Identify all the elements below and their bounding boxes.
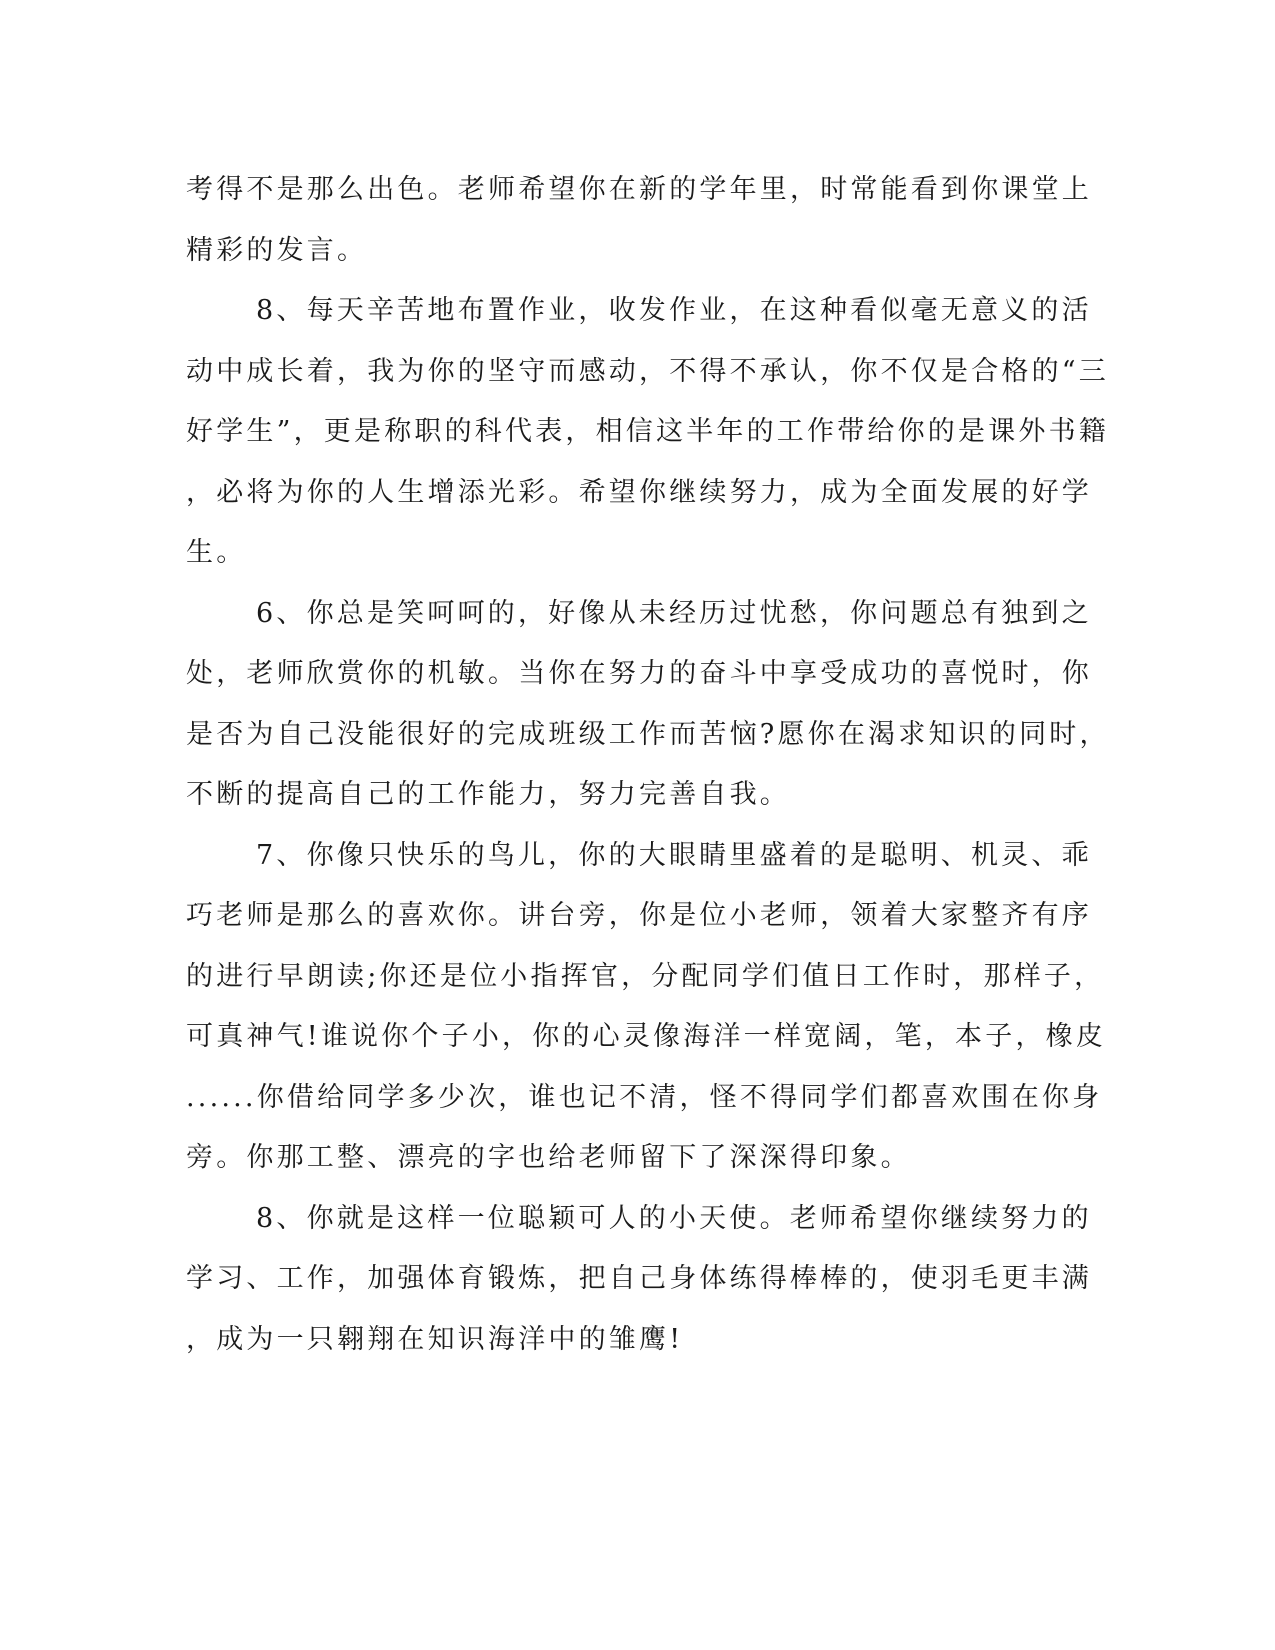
text-line: ，必将为你的人生增添光彩。希望你继续努力，成为全面发展的好学 [186,476,1092,508]
text-line: 动中成长着，我为你的坚守而感动，不得不承认，你不仅是合格的“三 [186,355,1110,387]
paragraph-start-line: 8、你就是这样一位聪颖可人的小天使。老师希望你继续努力的 [256,1202,1092,1234]
paragraph-start-line: 8、每天辛苦地布置作业，收发作业，在这种看似毫无意义的活 [256,295,1092,326]
text-line: 旁。你那工整、漂亮的字也给老师留下了深深得印象。 [186,1142,911,1173]
text-line: 好学生”，更是称职的科代表，相信这半年的工作带给你的是课外书籍 [186,416,1110,447]
text-line: 可真神气!谁说你个子小，你的心灵像海洋一样宽阔，笔，本子，橡皮 [186,1021,1107,1052]
paragraph-start-line: 6、你总是笑呵呵的，好像从未经历过忧愁，你问题总有独到之 [256,597,1092,629]
text-line: 是否为自己没能很好的完成班级工作而苦恼?愿你在渴求知识的同时， [186,718,1110,750]
text-line: 不断的提高自己的工作能力，努力完善自我。 [186,779,790,810]
paragraph-start-line: 7、你像只快乐的鸟儿，你的大眼睛里盛着的是聪明、机灵、乖 [256,839,1092,871]
text-line: ......你借给同学多少次，谁也记不清，怪不得同学们都喜欢围在你身 [186,1081,1103,1113]
text-line: 处，老师欣赏你的机敏。当你在努力的奋斗中享受成功的喜悦时，你 [186,658,1092,689]
text-line: 巧老师是那么的喜欢你。讲台旁，你是位小老师，领着大家整齐有序 [186,900,1092,931]
text-line: 精彩的发言。 [186,234,368,266]
text-line: 学习、工作，加强体育锻炼，把自己身体练得棒棒的，使羽毛更丰满 [186,1263,1092,1294]
text-line: 考得不是那么出色。老师希望你在新的学年里，时常能看到你课堂上 [186,174,1092,205]
text-line: 生。 [186,537,247,568]
text-line: ，成为一只翱翔在知识海洋中的雏鹰! [186,1323,684,1355]
text-line: 的进行早朗读;你还是位小指挥官，分配同学们值日工作时，那样子， [186,960,1105,992]
document-body [186,160,1110,1370]
